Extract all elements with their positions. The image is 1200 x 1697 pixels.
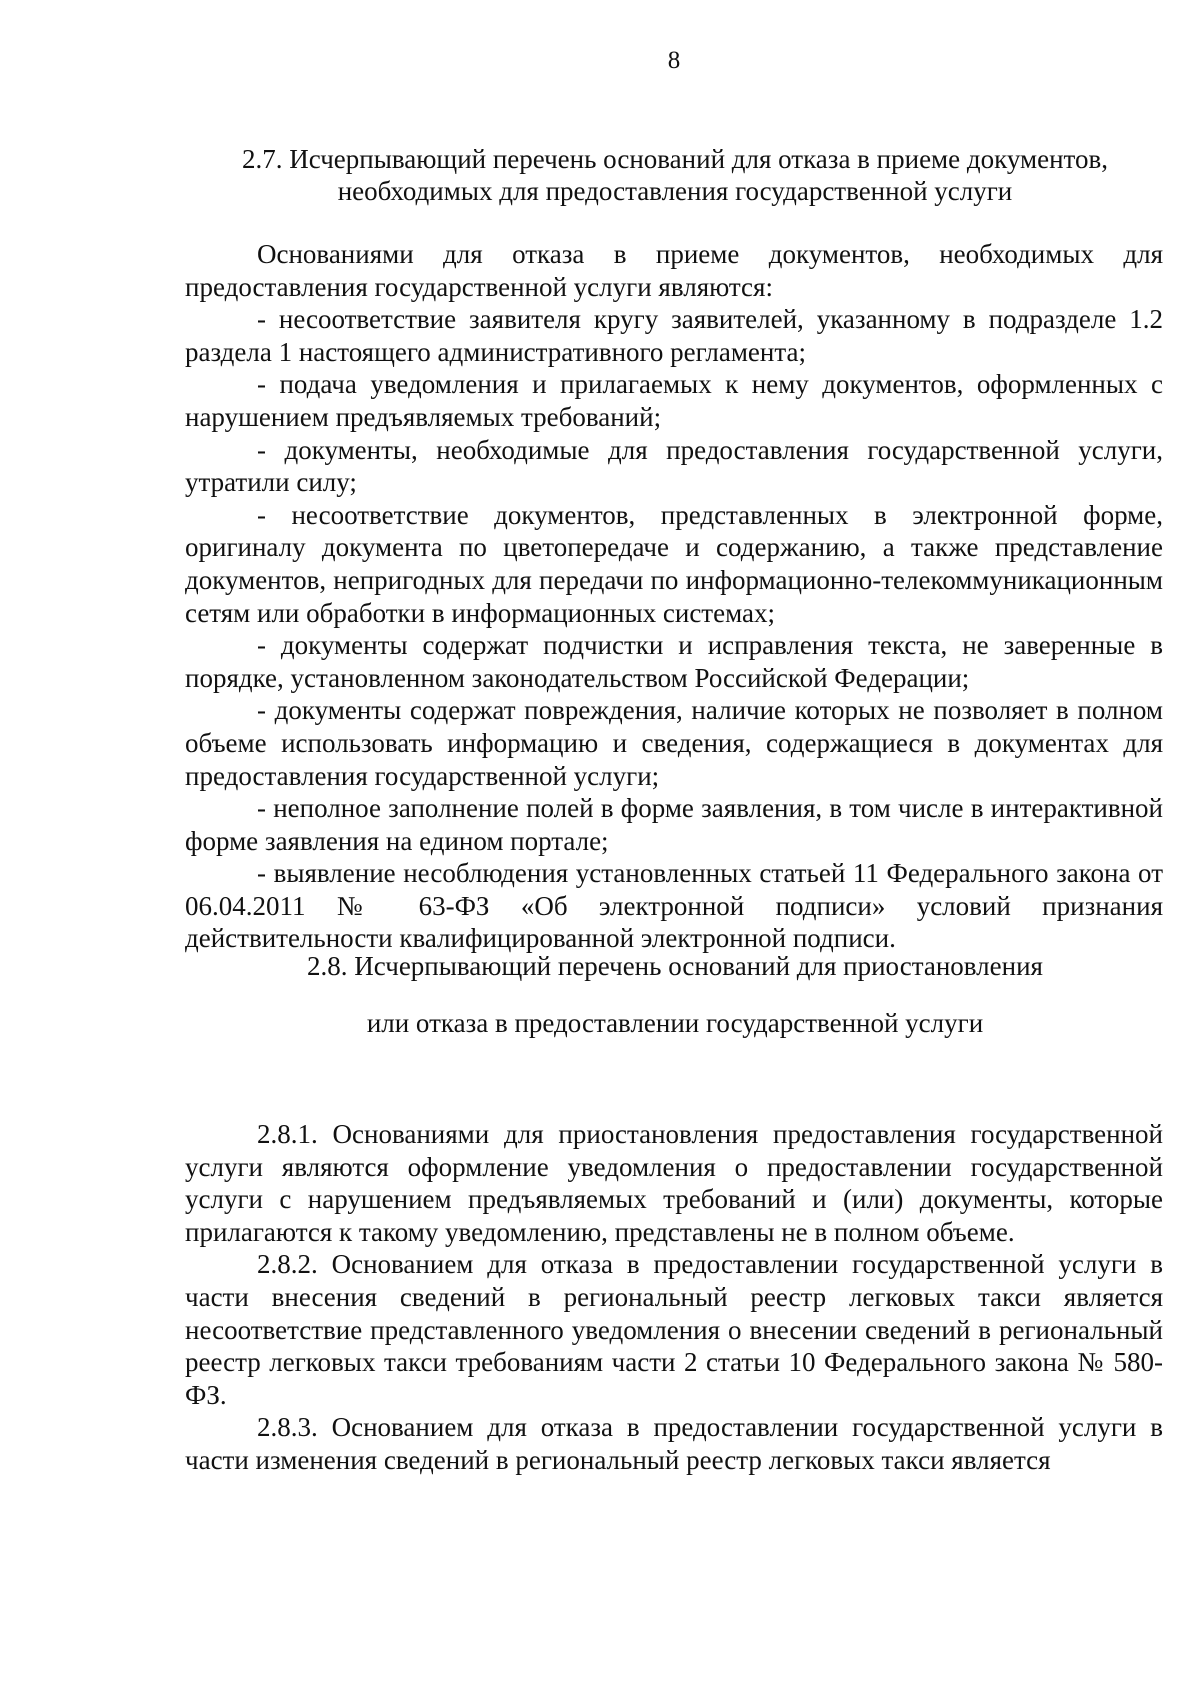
page-number: 8 [667,47,681,74]
section-2-7-heading-line2: необходимых для предоставления государственной услуги [337,176,1013,206]
section-2-8-body [185,1118,1163,1477]
section-2-7-item: - несоответствие заявителя кругу заявителей, указанному в подразделе 1.2 раздела 1 настоящего административного регламента; [185,304,1163,367]
section-2-7-item: - документы, необходимые для предоставления государственной услуги, утратили силу; [185,434,1163,498]
section-2-7-heading-line1: 2.7. Исчерпывающий перечень оснований для отказа в приеме документов, [242,144,1108,174]
section-2-8-heading-line1: 2.8. Исчерпывающий перечень оснований для приостановления [307,951,1043,981]
section-2-7-item: - неполное заполнение полей в форме заявления, в том числе в интерактивной форме заявления на едином портале; [185,793,1163,856]
section-2-8-paragraph: 2.8.2. Основанием для отказа в предоставлении государственной услуги в части внесения сведений в региональный реестр легковых такси является несоответствие представленного уведомления о внесении сведений в региональный реестр легковых такси требованиям части 2 статьи 10 Федерального закона № 580-ФЗ. [185,1249,1163,1410]
section-2-8-paragraph: 2.8.3. Основанием для отказа в предоставлении государственной услуги в части изменения сведений в региональный реестр легковых такси является [185,1412,1163,1475]
section-2-7-item: - несоответствие документов, представленных в электронной форме, оригиналу документа по цветопередаче и содержанию, а также представление документов, непригодных для передачи по информационно-телекоммуникационным сетям или обработки в информационных системах; [185,499,1163,628]
section-2-8-heading-line2: или отказа в предоставлении государственной услуги [366,1008,984,1038]
section-2-7-item: - выявление несоблюдения установленных статьей 11 Федерального закона от 06.04.2011 № 63-ФЗ «Об электронной подписи» условий признания действительности квалифицированной электронной подписи. [185,858,1163,954]
section-2-7-body [185,238,1163,955]
section-2-7-item: - документы содержат подчистки и исправления текста, не заверенные в порядке, установленном законодательством Российской Федерации; [185,630,1163,693]
section-2-7-item: - документы содержат повреждения, наличие которых не позволяет в полном объеме использовать информацию и сведения, содержащиеся в документах для предоставления государственной услуги; [185,695,1163,791]
section-2-7-heading [185,143,1165,207]
section-2-7-intro: Основаниями для отказа в приеме документов, необходимых для предоставления государственной услуги являются: [185,239,1163,302]
section-2-7-item: - подача уведомления и прилагаемых к нему документов, оформленных с нарушением предъявляемых требований; [185,369,1163,432]
section-2-8-paragraph: 2.8.1. Основаниями для приостановления предоставления государственной услуги являются оформление уведомления о предоставлении государственной услуги с нарушением предъявляемых требований и (или) документы, которые прилагаются к такому уведомлению, представлены не в полном объеме. [185,1119,1163,1247]
